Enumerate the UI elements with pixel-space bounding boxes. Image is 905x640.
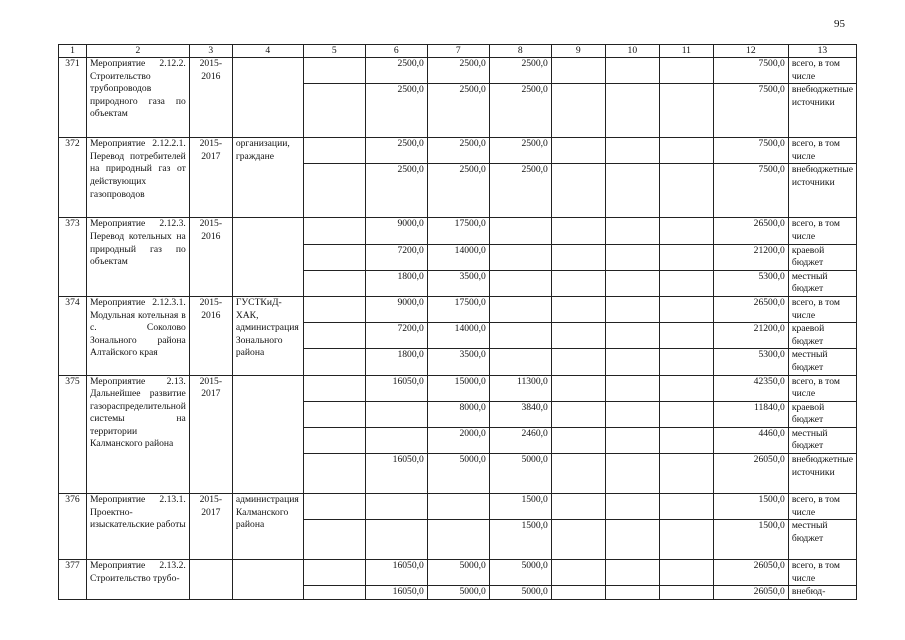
column-header-8: 8	[489, 45, 551, 58]
amount-c9	[551, 520, 605, 560]
amount-c11	[659, 586, 713, 600]
amount-c12: 4460,0	[713, 427, 788, 453]
amount-c6: 16050,0	[365, 560, 427, 586]
funding-source: местный бюджет	[788, 349, 856, 375]
amount-c7	[427, 520, 489, 560]
amount-c9	[551, 401, 605, 427]
column-header-13: 13	[788, 45, 856, 58]
amount-c9	[551, 586, 605, 600]
amount-c11	[659, 454, 713, 494]
amount-c6	[365, 401, 427, 427]
amount-c6	[365, 427, 427, 453]
amount-c5	[303, 401, 365, 427]
amount-c6	[365, 520, 427, 560]
amount-c6: 2500,0	[365, 84, 427, 138]
funding-source: краевой бюджет	[788, 323, 856, 349]
amount-c8	[489, 323, 551, 349]
funding-source: внебюджетные источники	[788, 454, 856, 494]
amount-c12: 26500,0	[713, 218, 788, 244]
amount-c8: 2500,0	[489, 58, 551, 84]
executor	[232, 58, 303, 138]
amount-c12: 1500,0	[713, 494, 788, 520]
amount-c10	[605, 401, 659, 427]
amount-c9	[551, 323, 605, 349]
row-number: 371	[59, 58, 87, 138]
amount-c12: 21200,0	[713, 323, 788, 349]
row-number: 377	[59, 560, 87, 600]
column-header-10: 10	[605, 45, 659, 58]
amount-c11	[659, 560, 713, 586]
funding-source: местный бюджет	[788, 427, 856, 453]
amount-c5	[303, 494, 365, 520]
table-row	[59, 494, 857, 520]
column-header-6: 6	[365, 45, 427, 58]
amount-c7: 5000,0	[427, 586, 489, 600]
amount-c10	[605, 138, 659, 164]
amount-c12: 5300,0	[713, 270, 788, 296]
amount-c11	[659, 84, 713, 138]
column-header-4: 4	[232, 45, 303, 58]
header-row	[59, 45, 857, 58]
column-header-9: 9	[551, 45, 605, 58]
amount-c11	[659, 58, 713, 84]
amount-c7: 17500,0	[427, 296, 489, 322]
page-number: 95	[834, 18, 845, 30]
amount-c8: 5000,0	[489, 454, 551, 494]
amount-c12: 42350,0	[713, 375, 788, 401]
amount-c8: 2500,0	[489, 84, 551, 138]
amount-c8: 3840,0	[489, 401, 551, 427]
amount-c7: 5000,0	[427, 560, 489, 586]
amount-c12: 26050,0	[713, 454, 788, 494]
table-row	[59, 138, 857, 164]
amount-c10	[605, 323, 659, 349]
amount-c5	[303, 218, 365, 244]
column-header-1: 1	[59, 45, 87, 58]
amount-c10	[605, 58, 659, 84]
executor	[232, 375, 303, 494]
amount-c9	[551, 84, 605, 138]
amount-c6: 9000,0	[365, 296, 427, 322]
amount-c6: 16050,0	[365, 375, 427, 401]
amount-c8	[489, 244, 551, 270]
amount-c9	[551, 164, 605, 218]
measure-name: Мероприятие 2.13.1. Проектно-изыскательские работы	[87, 494, 190, 560]
amount-c9	[551, 494, 605, 520]
amount-c9	[551, 58, 605, 84]
amount-c5	[303, 138, 365, 164]
amount-c11	[659, 401, 713, 427]
executor	[232, 560, 303, 600]
amount-c7: 2000,0	[427, 427, 489, 453]
executor: администрация Калманского района	[232, 494, 303, 560]
amount-c6: 16050,0	[365, 586, 427, 600]
amount-c6: 16050,0	[365, 454, 427, 494]
amount-c7: 2500,0	[427, 84, 489, 138]
amount-c10	[605, 454, 659, 494]
amount-c11	[659, 218, 713, 244]
amount-c8	[489, 270, 551, 296]
amount-c10	[605, 244, 659, 270]
amount-c9	[551, 349, 605, 375]
executor: ГУСТКиД-ХАК, администрация Зонального района	[232, 296, 303, 375]
column-header-12: 12	[713, 45, 788, 58]
row-number: 372	[59, 138, 87, 218]
amount-c6: 2500,0	[365, 58, 427, 84]
amount-c6: 1800,0	[365, 270, 427, 296]
row-number: 374	[59, 296, 87, 375]
amount-c6: 1800,0	[365, 349, 427, 375]
amount-c11	[659, 296, 713, 322]
period: 2015-2017	[189, 494, 232, 560]
table-row	[59, 58, 857, 84]
amount-c6	[365, 494, 427, 520]
period	[189, 560, 232, 600]
amount-c11	[659, 520, 713, 560]
amount-c6: 7200,0	[365, 244, 427, 270]
amount-c8: 2500,0	[489, 138, 551, 164]
amount-c10	[605, 218, 659, 244]
row-number: 376	[59, 494, 87, 560]
amount-c7	[427, 494, 489, 520]
amount-c8	[489, 349, 551, 375]
amount-c10	[605, 427, 659, 453]
funding-source: местный бюджет	[788, 520, 856, 560]
amount-c10	[605, 270, 659, 296]
amount-c11	[659, 427, 713, 453]
amount-c5	[303, 296, 365, 322]
amount-c7: 17500,0	[427, 218, 489, 244]
amount-c6: 7200,0	[365, 323, 427, 349]
amount-c5	[303, 375, 365, 401]
amount-c8: 2460,0	[489, 427, 551, 453]
period: 2015-2017	[189, 138, 232, 218]
funding-source: краевой бюджет	[788, 244, 856, 270]
period: 2015-2016	[189, 218, 232, 297]
funding-source: всего, в том числе	[788, 560, 856, 586]
table-row	[59, 218, 857, 244]
amount-c11	[659, 375, 713, 401]
amount-c6: 2500,0	[365, 164, 427, 218]
amount-c12: 1500,0	[713, 520, 788, 560]
measure-name: Мероприятие 2.12.2.1. Перевод потребителей на природный газ от действующих газопроводов	[87, 138, 190, 218]
executor: организации, граждане	[232, 138, 303, 218]
amount-c10	[605, 560, 659, 586]
amount-c7: 2500,0	[427, 164, 489, 218]
amount-c12: 5300,0	[713, 349, 788, 375]
amount-c5	[303, 427, 365, 453]
row-number: 375	[59, 375, 87, 494]
measure-name: Мероприятие 2.12.2. Строительство трубопроводов природного газа по объектам	[87, 58, 190, 138]
funding-source: всего, в том числе	[788, 58, 856, 84]
amount-c8: 5000,0	[489, 586, 551, 600]
funding-source: краевой бюджет	[788, 401, 856, 427]
measure-name: Мероприятие 2.12.3.1. Модульная котельная в с. Соколово Зонального района Алтайского края	[87, 296, 190, 375]
amount-c10	[605, 164, 659, 218]
amount-c9	[551, 218, 605, 244]
amount-c9	[551, 454, 605, 494]
amount-c12: 26500,0	[713, 296, 788, 322]
amount-c8: 2500,0	[489, 164, 551, 218]
funding-source: всего, в том числе	[788, 138, 856, 164]
period: 2015-2016	[189, 296, 232, 375]
amount-c7: 3500,0	[427, 349, 489, 375]
amount-c11	[659, 138, 713, 164]
executor	[232, 218, 303, 297]
amount-c8: 5000,0	[489, 560, 551, 586]
amount-c12: 7500,0	[713, 164, 788, 218]
amount-c12: 26050,0	[713, 560, 788, 586]
funding-source: внебюджетные источники	[788, 84, 856, 138]
amount-c8: 1500,0	[489, 494, 551, 520]
column-header-7: 7	[427, 45, 489, 58]
period: 2015-2016	[189, 58, 232, 138]
amount-c10	[605, 586, 659, 600]
amount-c7: 15000,0	[427, 375, 489, 401]
amount-c5	[303, 244, 365, 270]
amount-c9	[551, 270, 605, 296]
amount-c9	[551, 560, 605, 586]
measure-name: Мероприятие 2.13. Дальнейшее развитие газораспределительной системы на территории Калманского района	[87, 375, 190, 494]
column-header-5: 5	[303, 45, 365, 58]
funding-source: всего, в том числе	[788, 375, 856, 401]
measure-name: Мероприятие 2.12.3. Перевод котельных на природный газ по объектам	[87, 218, 190, 297]
amount-c9	[551, 375, 605, 401]
amount-c12: 7500,0	[713, 84, 788, 138]
amount-c7: 3500,0	[427, 270, 489, 296]
amount-c12: 7500,0	[713, 138, 788, 164]
amount-c5	[303, 58, 365, 84]
amount-c6: 9000,0	[365, 218, 427, 244]
funding-source: всего, в том числе	[788, 494, 856, 520]
column-header-2: 2	[87, 45, 190, 58]
amount-c10	[605, 375, 659, 401]
amount-c7: 5000,0	[427, 454, 489, 494]
table-row	[59, 296, 857, 322]
budget-table	[58, 44, 857, 600]
amount-c7: 2500,0	[427, 138, 489, 164]
amount-c10	[605, 296, 659, 322]
column-header-11: 11	[659, 45, 713, 58]
amount-c8	[489, 218, 551, 244]
measure-name: Мероприятие 2.13.2. Строительство трубо-	[87, 560, 190, 600]
amount-c5	[303, 349, 365, 375]
amount-c5	[303, 323, 365, 349]
amount-c11	[659, 244, 713, 270]
period: 2015-2017	[189, 375, 232, 494]
amount-c10	[605, 349, 659, 375]
amount-c11	[659, 164, 713, 218]
amount-c7: 2500,0	[427, 58, 489, 84]
table-row	[59, 560, 857, 586]
amount-c9	[551, 427, 605, 453]
amount-c8	[489, 296, 551, 322]
amount-c8: 1500,0	[489, 520, 551, 560]
amount-c5	[303, 164, 365, 218]
amount-c12: 26050,0	[713, 586, 788, 600]
amount-c9	[551, 244, 605, 270]
amount-c10	[605, 520, 659, 560]
amount-c6: 2500,0	[365, 138, 427, 164]
amount-c9	[551, 296, 605, 322]
amount-c5	[303, 520, 365, 560]
amount-c5	[303, 270, 365, 296]
table-row	[59, 375, 857, 401]
funding-source: местный бюджет	[788, 270, 856, 296]
funding-source: всего, в том числе	[788, 296, 856, 322]
amount-c10	[605, 494, 659, 520]
amount-c11	[659, 494, 713, 520]
amount-c7: 14000,0	[427, 323, 489, 349]
amount-c5	[303, 586, 365, 600]
funding-source: внебюд-	[788, 586, 856, 600]
amount-c5	[303, 454, 365, 494]
funding-source: внебюджетные источники	[788, 164, 856, 218]
amount-c5	[303, 560, 365, 586]
amount-c7: 14000,0	[427, 244, 489, 270]
row-number: 373	[59, 218, 87, 297]
column-header-3: 3	[189, 45, 232, 58]
funding-source: всего, в том числе	[788, 218, 856, 244]
amount-c11	[659, 270, 713, 296]
amount-c10	[605, 84, 659, 138]
amount-c8: 11300,0	[489, 375, 551, 401]
amount-c12: 11840,0	[713, 401, 788, 427]
amount-c12: 7500,0	[713, 58, 788, 84]
amount-c11	[659, 349, 713, 375]
amount-c12: 21200,0	[713, 244, 788, 270]
amount-c7: 8000,0	[427, 401, 489, 427]
amount-c9	[551, 138, 605, 164]
amount-c5	[303, 84, 365, 138]
amount-c11	[659, 323, 713, 349]
